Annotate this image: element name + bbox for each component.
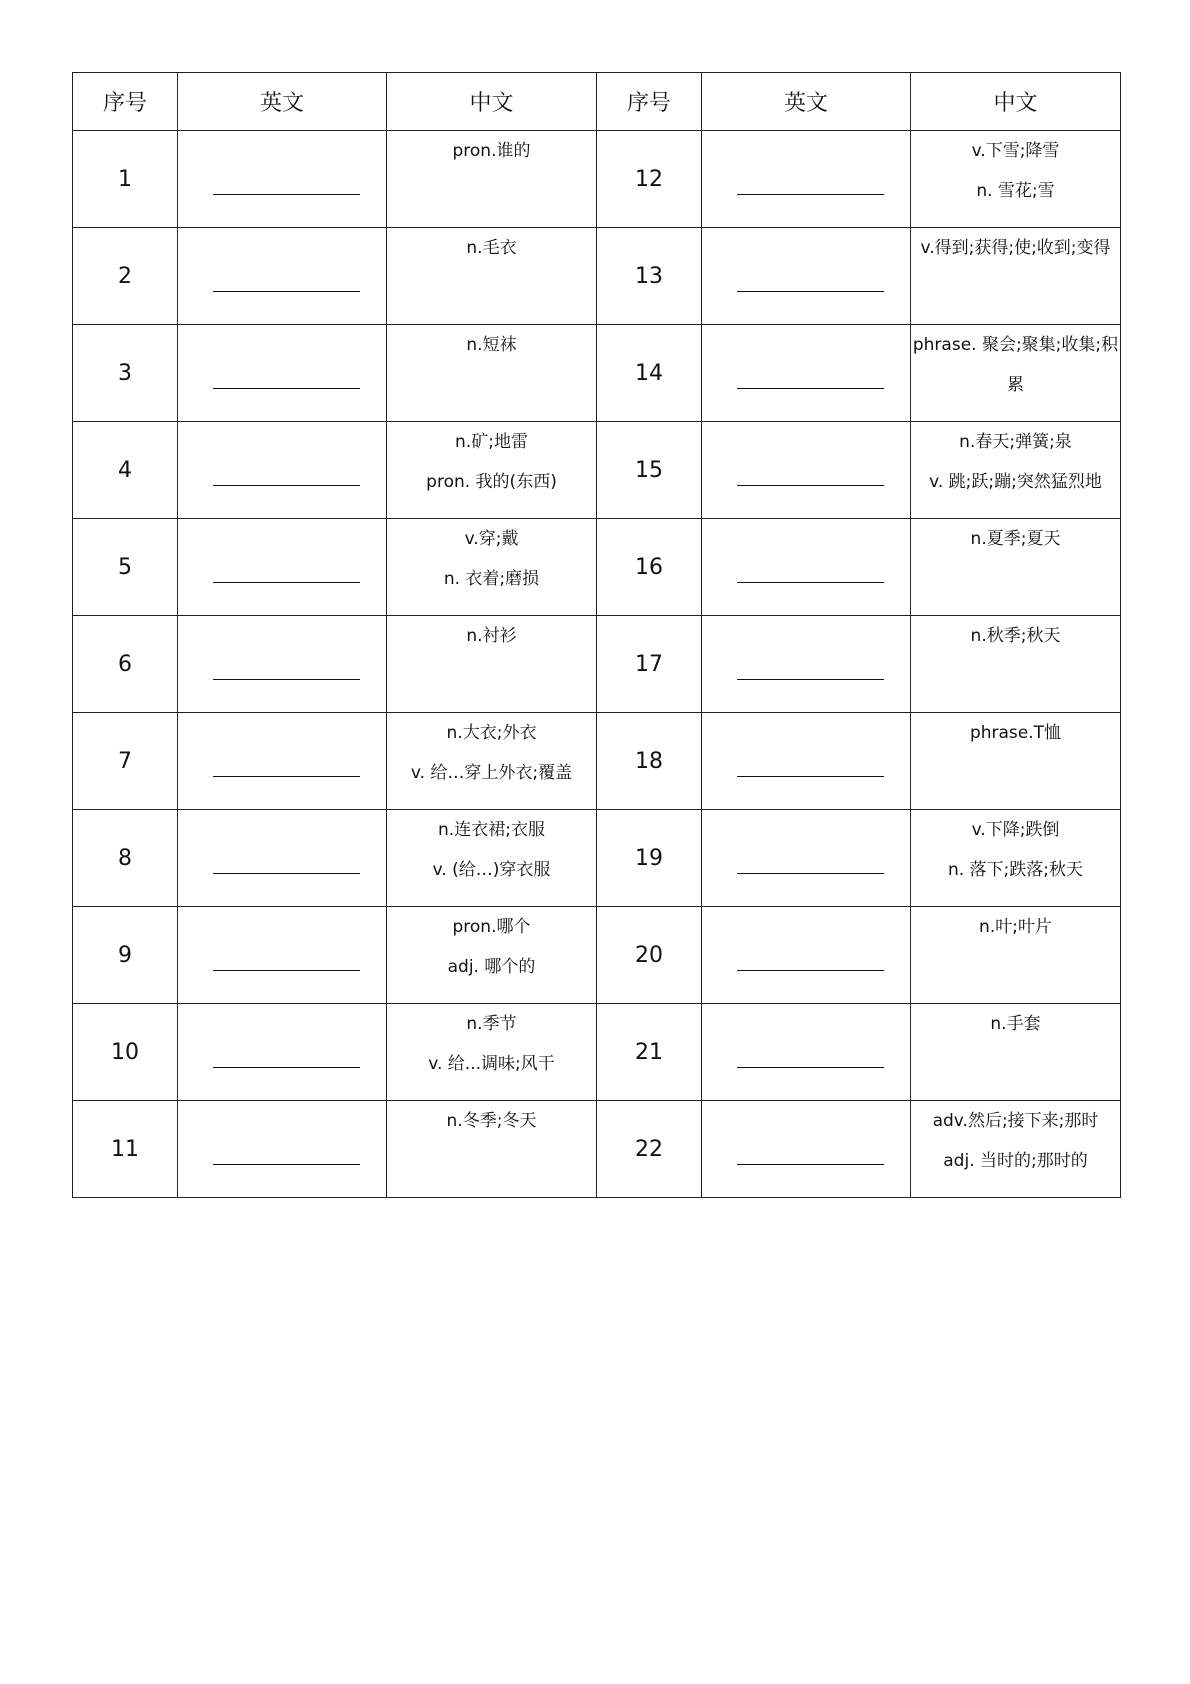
answer-blank-line[interactable] [737, 873, 884, 874]
vocabulary-table [72, 72, 1121, 1198]
item-number: 13 [597, 228, 702, 325]
header-chinese-right: 中文 [911, 73, 1121, 131]
chinese-meaning-line: n.春天;弹簧;泉 [959, 432, 1072, 452]
chinese-meaning-line: pron.谁的 [452, 141, 531, 161]
chinese-meaning-cell [911, 519, 1121, 616]
english-answer-cell[interactable] [178, 228, 387, 325]
header-row [73, 73, 1121, 131]
chinese-meaning-cell [911, 1004, 1121, 1101]
item-number: 19 [597, 810, 702, 907]
chinese-meaning-cell [387, 810, 597, 907]
english-answer-cell[interactable] [178, 616, 387, 713]
english-answer-cell[interactable] [702, 228, 911, 325]
chinese-meaning-cell [387, 616, 597, 713]
chinese-meaning-line: pron. 我的(东西) [426, 472, 557, 492]
chinese-meaning-line: n.毛衣 [466, 238, 517, 258]
answer-blank-line[interactable] [737, 776, 884, 777]
chinese-meaning-line: v.得到;获得;使;收到;变得 [920, 238, 1111, 258]
item-number: 4 [73, 422, 178, 519]
chinese-meaning-line: v.下降;跌倒 [971, 820, 1060, 840]
header-english-right: 英文 [702, 73, 911, 131]
answer-blank-line[interactable] [737, 1164, 884, 1165]
table-row [73, 422, 1121, 519]
english-answer-cell[interactable] [178, 1101, 387, 1198]
item-number: 1 [73, 131, 178, 228]
english-answer-cell[interactable] [178, 907, 387, 1004]
table-row [73, 131, 1121, 228]
chinese-meaning-line: n. 衣着;磨损 [443, 569, 540, 589]
answer-blank-line[interactable] [737, 291, 884, 292]
header-number-left: 序号 [73, 73, 178, 131]
answer-blank-line[interactable] [737, 679, 884, 680]
item-number: 20 [597, 907, 702, 1004]
header-chinese-left: 中文 [387, 73, 597, 131]
table-row [73, 616, 1121, 713]
chinese-meaning-cell [911, 616, 1121, 713]
item-number: 17 [597, 616, 702, 713]
english-answer-cell[interactable] [702, 131, 911, 228]
chinese-meaning-line: n.短袜 [466, 335, 517, 355]
answer-blank-line[interactable] [213, 970, 360, 971]
vocabulary-rows [73, 131, 1121, 1198]
chinese-meaning-line: adj. 哪个的 [447, 957, 536, 977]
table-row [73, 713, 1121, 810]
table-row [73, 228, 1121, 325]
header-english-left: 英文 [178, 73, 387, 131]
chinese-meaning-cell [911, 1101, 1121, 1198]
english-answer-cell[interactable] [702, 1101, 911, 1198]
answer-blank-line[interactable] [737, 1067, 884, 1068]
answer-blank-line[interactable] [737, 388, 884, 389]
answer-blank-line[interactable] [737, 970, 884, 971]
english-answer-cell[interactable] [178, 131, 387, 228]
chinese-meaning-cell [387, 519, 597, 616]
chinese-meaning-cell [911, 325, 1121, 422]
item-number: 15 [597, 422, 702, 519]
chinese-meaning-line: n.矿;地雷 [455, 432, 528, 452]
item-number: 6 [73, 616, 178, 713]
answer-blank-line[interactable] [737, 582, 884, 583]
answer-blank-line[interactable] [213, 485, 360, 486]
item-number: 3 [73, 325, 178, 422]
english-answer-cell[interactable] [702, 422, 911, 519]
answer-blank-line[interactable] [213, 873, 360, 874]
english-answer-cell[interactable] [178, 519, 387, 616]
item-number: 10 [73, 1004, 178, 1101]
table-row [73, 325, 1121, 422]
answer-blank-line[interactable] [213, 679, 360, 680]
item-number: 2 [73, 228, 178, 325]
table-row [73, 907, 1121, 1004]
answer-blank-line[interactable] [213, 1164, 360, 1165]
chinese-meaning-cell [387, 1004, 597, 1101]
chinese-meaning-line: n.连衣裙;衣服 [438, 820, 545, 840]
answer-blank-line[interactable] [213, 194, 360, 195]
chinese-meaning-line: n.秋季;秋天 [970, 626, 1061, 646]
item-number: 9 [73, 907, 178, 1004]
english-answer-cell[interactable] [178, 325, 387, 422]
answer-blank-line[interactable] [737, 194, 884, 195]
chinese-meaning-cell [387, 325, 597, 422]
item-number: 21 [597, 1004, 702, 1101]
english-answer-cell[interactable] [702, 810, 911, 907]
vocabulary-worksheet [72, 72, 1120, 1198]
english-answer-cell[interactable] [702, 519, 911, 616]
chinese-meaning-line: adv.然后;接下来;那时 [932, 1111, 1099, 1131]
chinese-meaning-line: n. 雪花;雪 [976, 181, 1055, 201]
answer-blank-line[interactable] [213, 582, 360, 583]
item-number: 8 [73, 810, 178, 907]
english-answer-cell[interactable] [702, 325, 911, 422]
chinese-meaning-line: pron.哪个 [452, 917, 531, 937]
answer-blank-line[interactable] [213, 1067, 360, 1068]
answer-blank-line[interactable] [213, 776, 360, 777]
chinese-meaning-line: v. 给…穿上外衣;覆盖 [410, 763, 573, 783]
item-number: 14 [597, 325, 702, 422]
item-number: 18 [597, 713, 702, 810]
answer-blank-line[interactable] [213, 388, 360, 389]
chinese-meaning-line: v. 跳;跃;蹦;突然猛烈地 [929, 472, 1102, 492]
chinese-meaning-cell [911, 810, 1121, 907]
english-answer-cell[interactable] [702, 907, 911, 1004]
chinese-meaning-line: v.下雪;降雪 [971, 141, 1060, 161]
chinese-meaning-cell [911, 131, 1121, 228]
chinese-meaning-line: phrase.T恤 [969, 723, 1062, 743]
chinese-meaning-cell [911, 422, 1121, 519]
table-row [73, 1004, 1121, 1101]
chinese-meaning-line: v. 给...调味;风干 [428, 1054, 555, 1074]
chinese-meaning-cell [911, 713, 1121, 810]
chinese-meaning-cell [387, 907, 597, 1004]
english-answer-cell[interactable] [178, 713, 387, 810]
item-number: 12 [597, 131, 702, 228]
chinese-meaning-cell [387, 713, 597, 810]
chinese-meaning-cell [387, 131, 597, 228]
chinese-meaning-line: v. (给…)穿衣服 [432, 860, 551, 880]
english-answer-cell[interactable] [178, 810, 387, 907]
header-number-right: 序号 [597, 73, 702, 131]
chinese-meaning-line: n.手套 [990, 1014, 1041, 1034]
english-answer-cell[interactable] [702, 1004, 911, 1101]
item-number: 22 [597, 1101, 702, 1198]
chinese-meaning-line: adj. 当时的;那时的 [943, 1151, 1088, 1171]
english-answer-cell[interactable] [178, 1004, 387, 1101]
table-row [73, 519, 1121, 616]
chinese-meaning-line: n.季节 [466, 1014, 517, 1034]
chinese-meaning-cell [911, 907, 1121, 1004]
table-row [73, 810, 1121, 907]
answer-blank-line[interactable] [213, 291, 360, 292]
answer-blank-line[interactable] [737, 485, 884, 486]
chinese-meaning-line: n. 落下;跌落;秋天 [947, 860, 1084, 880]
chinese-meaning-line: n.大衣;外衣 [446, 723, 537, 743]
chinese-meaning-cell [387, 422, 597, 519]
chinese-meaning-cell [387, 228, 597, 325]
chinese-meaning-line: v.穿;戴 [464, 529, 519, 549]
table-row [73, 1101, 1121, 1198]
english-answer-cell[interactable] [178, 422, 387, 519]
item-number: 11 [73, 1101, 178, 1198]
item-number: 16 [597, 519, 702, 616]
chinese-meaning-cell [911, 228, 1121, 325]
chinese-meaning-line: n.衬衫 [466, 626, 517, 646]
english-answer-cell[interactable] [702, 616, 911, 713]
english-answer-cell[interactable] [702, 713, 911, 810]
chinese-meaning-cell [387, 1101, 597, 1198]
chinese-meaning-line: n.叶;叶片 [979, 917, 1052, 937]
item-number: 7 [73, 713, 178, 810]
chinese-meaning-line: n.冬季;冬天 [446, 1111, 537, 1131]
item-number: 5 [73, 519, 178, 616]
chinese-meaning-line: n.夏季;夏天 [970, 529, 1061, 549]
chinese-meaning-line: phrase. 聚会;聚集;收集;积累 [912, 335, 1119, 395]
